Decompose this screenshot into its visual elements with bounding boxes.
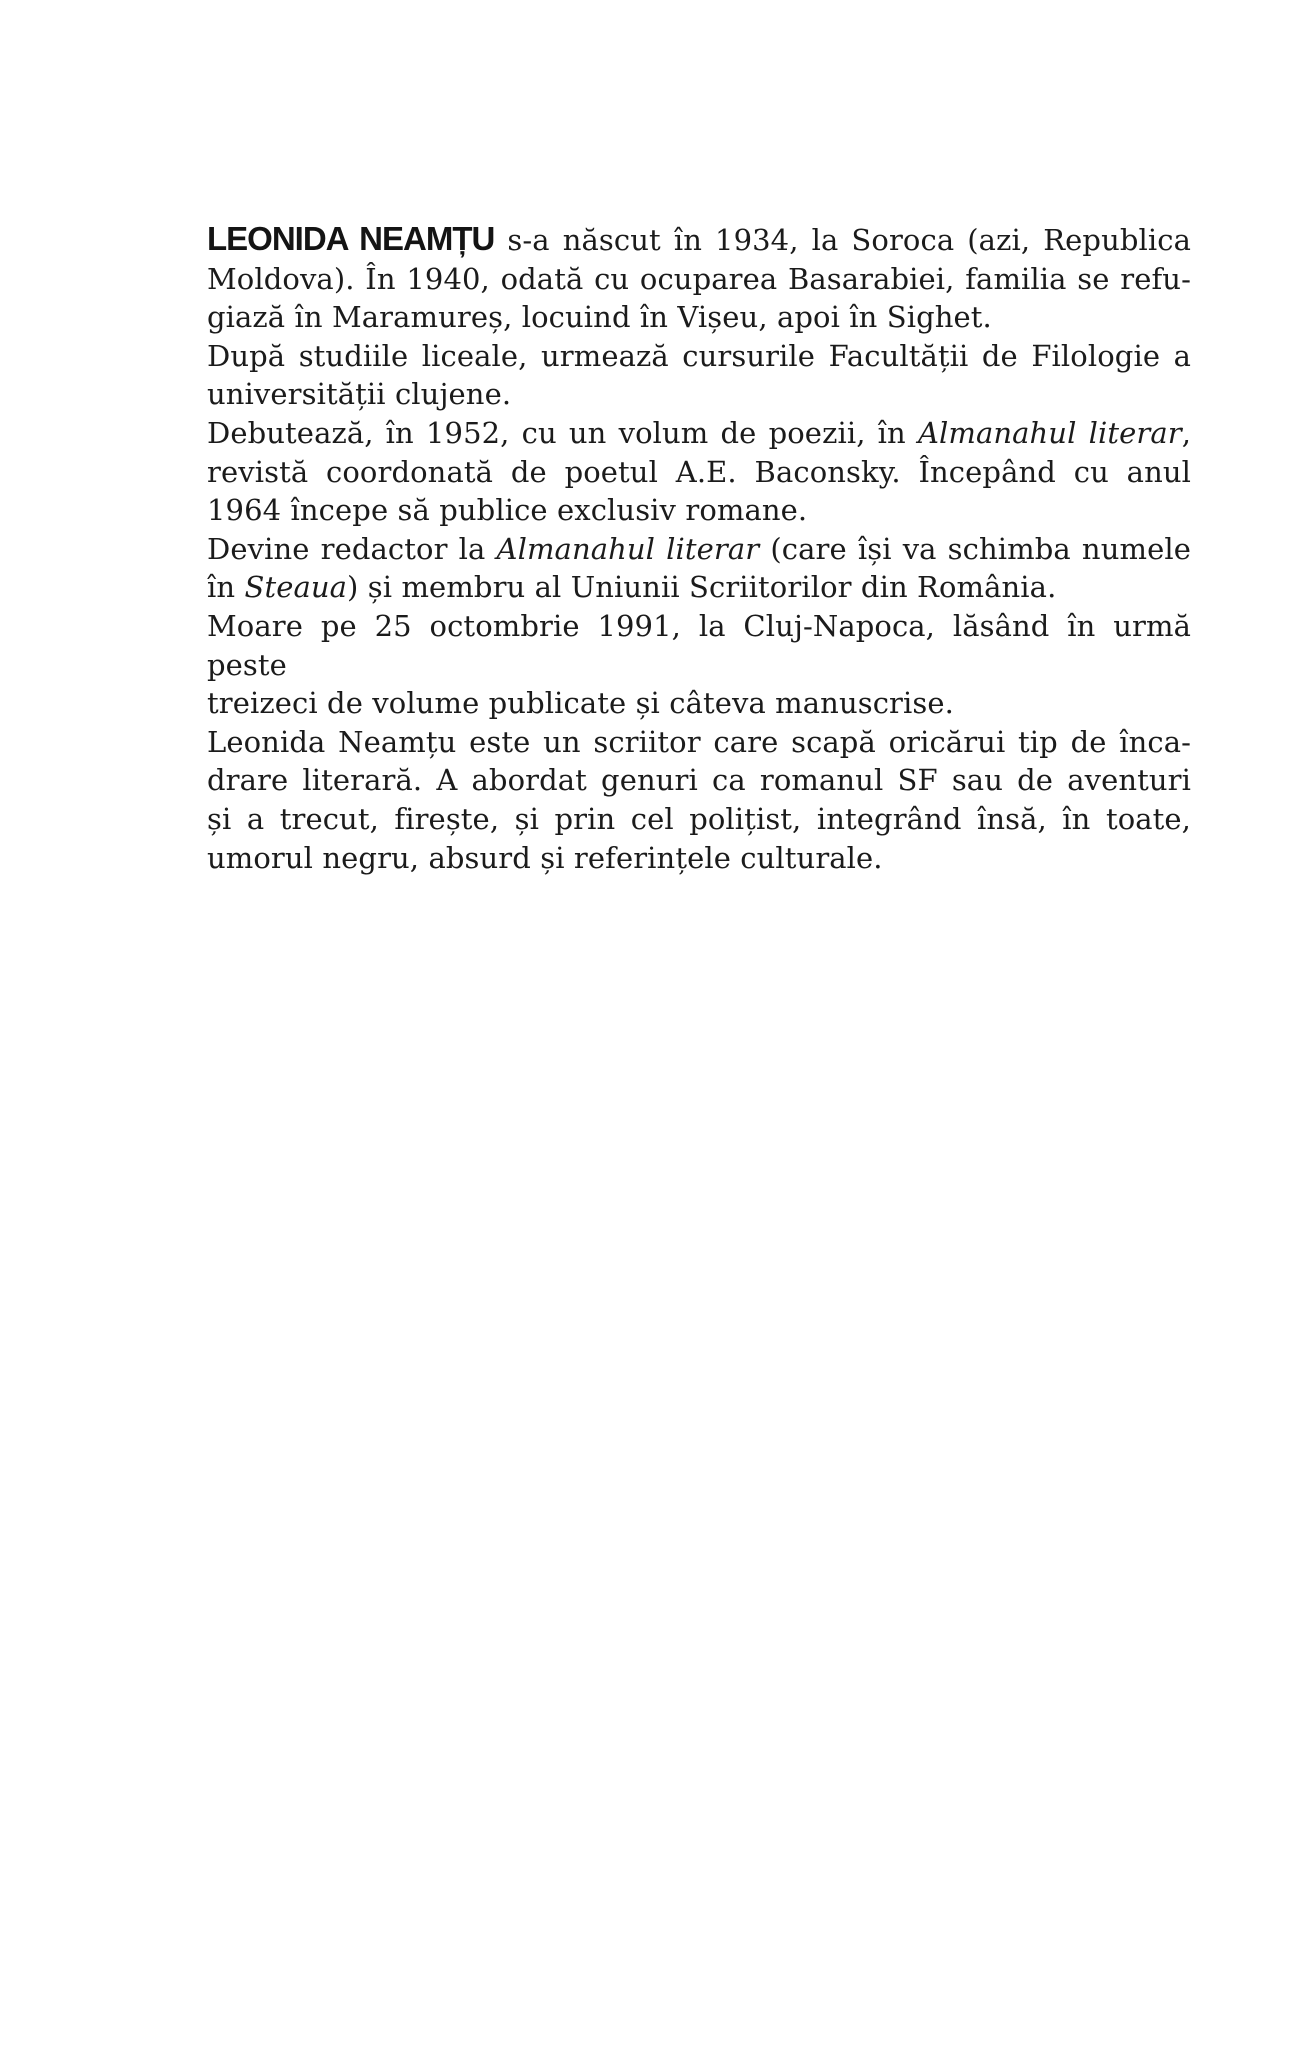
text-run: Almanahul literar [496,531,760,566]
text-line [207,761,1191,800]
text-run: universității clujene. [207,377,512,412]
text-run: treizeci de volume publicate și câteva manuscrise. [207,686,954,721]
text-line [207,337,1191,376]
text-line [207,568,1191,607]
text-line [207,260,1191,299]
text-line [207,530,1191,569]
text-line [207,220,1191,260]
text-line [207,414,1191,453]
text-run: După studiile liceale, urmează cursurile Facultății de Filologie a [207,338,1191,373]
text-run: Moare pe 25 octombrie 1991, la Cluj-Napoca, lăsând în urmă peste [207,608,1191,682]
text-line [207,839,1191,878]
text-run: în [207,570,245,605]
text-run: Devine redactor la [207,531,497,566]
text-line [207,684,1191,723]
text-run: giază în Maramureș, locuind în Vișeu, apoi în Sighet. [207,300,992,335]
text-line [207,800,1191,839]
text-line [207,375,1191,414]
text-run: Steaua [244,570,348,605]
text-run: (care își va schimba numele [759,531,1191,566]
author-name-heading: LEONIDA NEAMȚU [207,220,495,257]
text-run: s-a născut în 1934, la Soroca (azi, Republica [494,223,1191,257]
text-run: drare literară. A abordat genuri ca romanul SF sau de aventuri [207,763,1191,798]
text-run: revistă coordonată de poetul A.E. Baconsky. Începând cu anul [207,454,1191,489]
text-line [207,491,1191,530]
text-run: Debutează, în 1952, cu un volum de poezii, în [207,415,918,450]
text-run: umorul negru, absurd și referințele culturale. [207,840,883,875]
text-run: Leonida Neamțu este un scriitor care scapă oricărui tip de înca- [207,724,1191,759]
bio-text-block [207,220,1191,877]
text-run: Almanahul literar [917,415,1182,450]
text-line [207,607,1191,684]
text-run: ) și membru al Uniunii Scriitorilor din România. [347,570,1057,605]
text-run: , [1181,415,1192,450]
text-run: Moldova). În 1940, odată cu ocuparea Basarabiei, familia se refu- [207,261,1191,296]
text-run: 1964 începe să publice exclusiv romane. [207,493,808,528]
text-line [207,723,1191,762]
text-run: și a trecut, firește, și prin cel polițist, integrând însă, în toate, [207,801,1191,836]
text-line [207,298,1191,337]
text-line [207,453,1191,492]
